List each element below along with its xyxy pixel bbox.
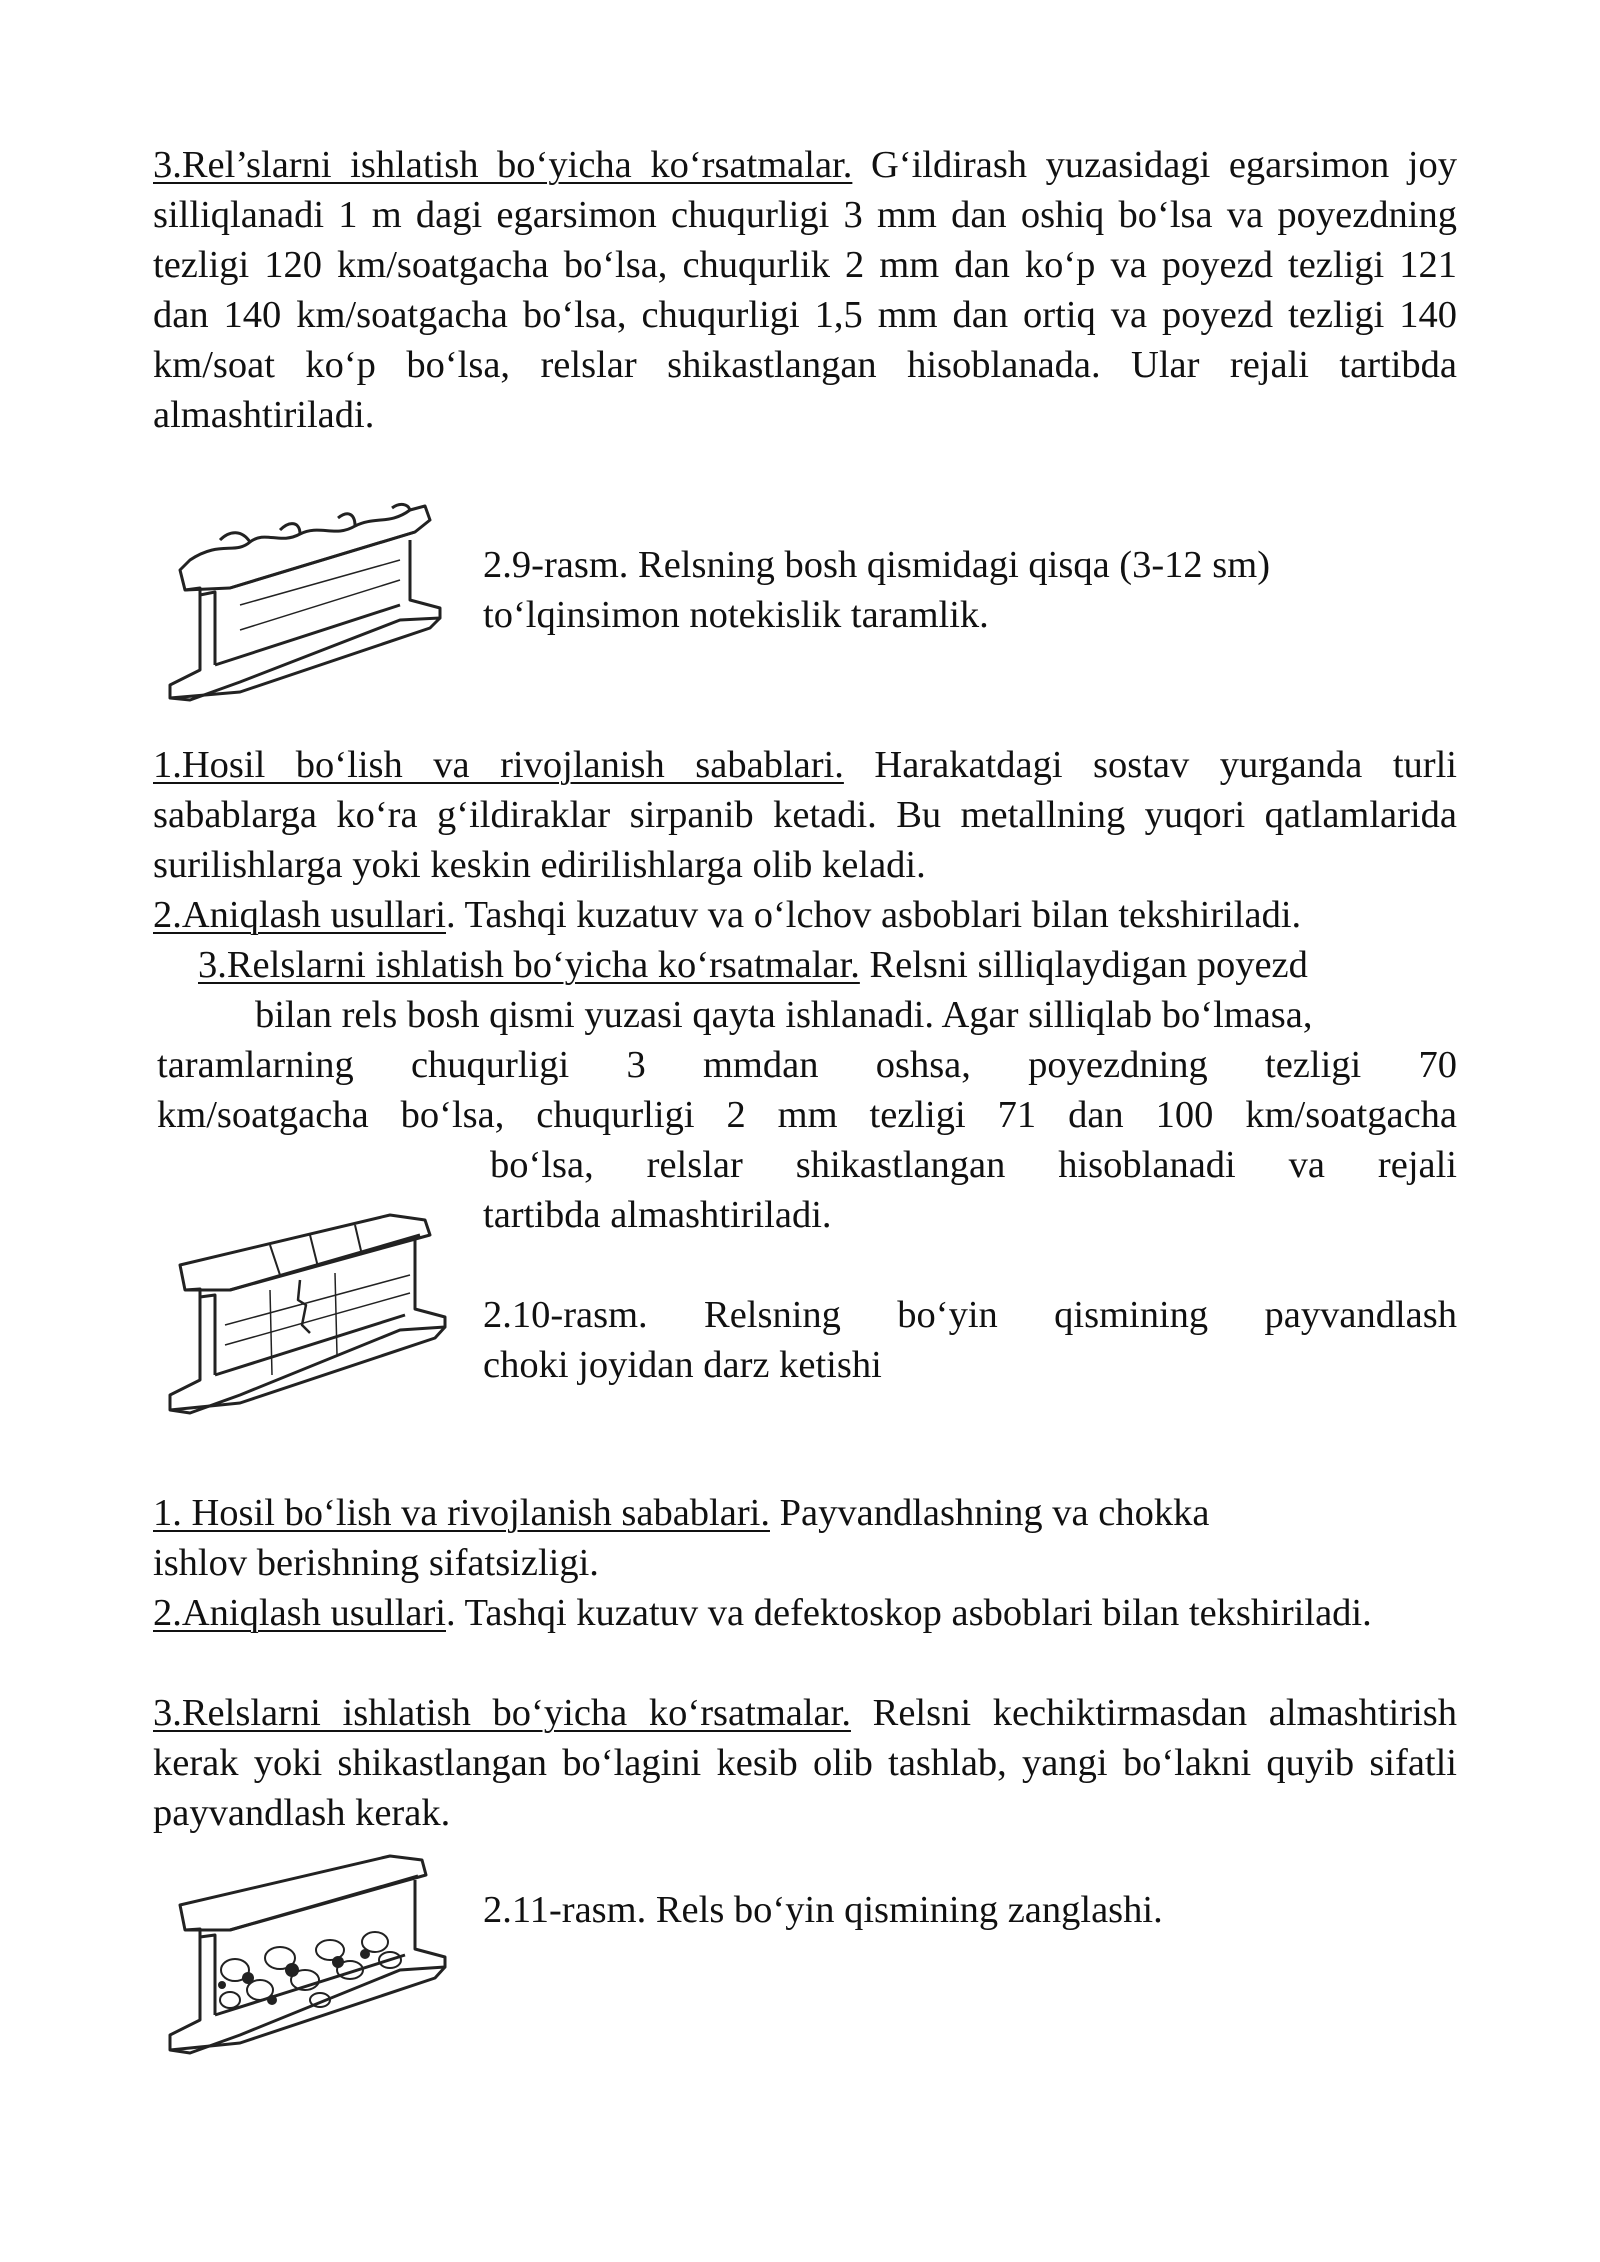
rail-neck-corrosion-figure xyxy=(160,1850,450,2065)
section3-item2 xyxy=(153,1588,1457,1638)
section2-item3-line2: bilan rels bosh qismi yuzasi qayta ishlanadi. Agar silliqlab bo‘lmasa, xyxy=(255,994,1313,1036)
section1-paragraph xyxy=(153,140,1457,440)
section2-item3-line4: km/soatgacha bo‘lsa, chuqurligi 2 mm tezligi 71 dan 100 km/soatgacha xyxy=(157,1094,1457,1136)
section3-item1-line2: ishlov berishning sifatsizligi. xyxy=(153,1542,599,1584)
section2-item3-line1 xyxy=(198,940,1308,990)
rail-weld-crack-figure xyxy=(160,1205,450,1425)
section3-item3 xyxy=(153,1688,1457,1838)
section1-heading: 3.Rel’slarni ishlatish bo‘yicha ko‘rsatmalar. xyxy=(153,144,853,186)
figure-2-9-caption-line1: 2.9-rasm. Relsning bosh qismidagi qisqa (3-12 sm) xyxy=(483,544,1271,586)
section2-item1 xyxy=(153,740,1457,890)
section2-item3-text-line1: Relsni silliqlaydigan poyezd xyxy=(859,944,1308,986)
section2-item3-line6: tartibda almashtiriladi. xyxy=(483,1194,832,1236)
section3-item3-text: Relsni kechiktirmasdan almashtirish kerak yoki shikastlangan bo‘lagini kesib olib tashlab, yangi bo‘lakni quyib sifatli payvandlash kerak. xyxy=(153,1692,1457,1834)
section2-item2 xyxy=(153,890,1301,940)
section2-item1-heading: 1.Hosil bo‘lish va rivojlanish sabablari. xyxy=(153,744,844,786)
figure-2-10-caption-line2: choki joyidan darz ketishi xyxy=(483,1344,882,1386)
section2-item1-text: Harakatdagi sostav yurganda turli sabablarga ko‘ra g‘ildiraklar sirpanib ketadi. Bu metallning yuqori qatlamlarida surilishlarga yoki keskin edirilishlarga olib keladi. xyxy=(153,744,1457,886)
section2-item2-text: . Tashqi kuzatuv va o‘lchov asboblari bilan tekshiriladi. xyxy=(446,894,1302,936)
section2-item3-heading: 3.Relslarni ishlatish bo‘yicha ko‘rsatmalar. xyxy=(198,944,860,986)
section2-item2-heading: 2.Aniqlash usullari xyxy=(153,894,446,936)
figure-2-11-caption: 2.11-rasm. Rels bo‘yin qismining zanglashi. xyxy=(483,1889,1163,1931)
figure-2-9-caption-line2: to‘lqinsimon notekislik taramlik. xyxy=(483,594,989,636)
section2-item3-line3: taramlarning chuqurligi 3 mmdan oshsa, poyezdning tezligi 70 xyxy=(157,1044,1457,1086)
section1-text: G‘ildirash yuzasidagi egarsimon joy silliqlanadi 1 m dagi egarsimon chuqurligi 3 mm dan oshiq bo‘lsa va poyezdning tezligi 120 km/soatgacha bo‘lsa, chuqurlik 2 mm dan ko‘p va poyezd tezligi 121 dan 140 km/soatgacha bo‘lsa, chuqurligi 1,5 mm dan ortiq va poyezd tezligi 140 km/soat ko‘p bo‘lsa, relslar shikastlangan hisoblanada. Ular rejali tartibda almashtiriladi. xyxy=(153,144,1457,436)
section3-item1-line1 xyxy=(153,1488,1209,1538)
section3-item2-text: . Tashqi kuzatuv va defektoskop asboblari bilan tekshiriladi. xyxy=(446,1592,1372,1634)
section3-item2-heading: 2.Aniqlash usullari xyxy=(153,1592,446,1634)
section3-item1-text-line1: Payvandlashning va chokka xyxy=(769,1492,1210,1534)
rail-corrugation-figure xyxy=(160,500,450,710)
figure-2-10-caption-line1: 2.10-rasm. Relsning bo‘yin qismining payvandlash xyxy=(483,1294,1457,1336)
section2-item3-line5: bo‘lsa, relslar shikastlangan hisoblanadi va rejali xyxy=(490,1144,1457,1186)
section3-item1-heading: 1. Hosil bo‘lish va rivojlanish sabablari. xyxy=(153,1492,770,1534)
section3-item3-heading: 3.Relslarni ishlatish bo‘yicha ko‘rsatmalar. xyxy=(153,1692,851,1734)
